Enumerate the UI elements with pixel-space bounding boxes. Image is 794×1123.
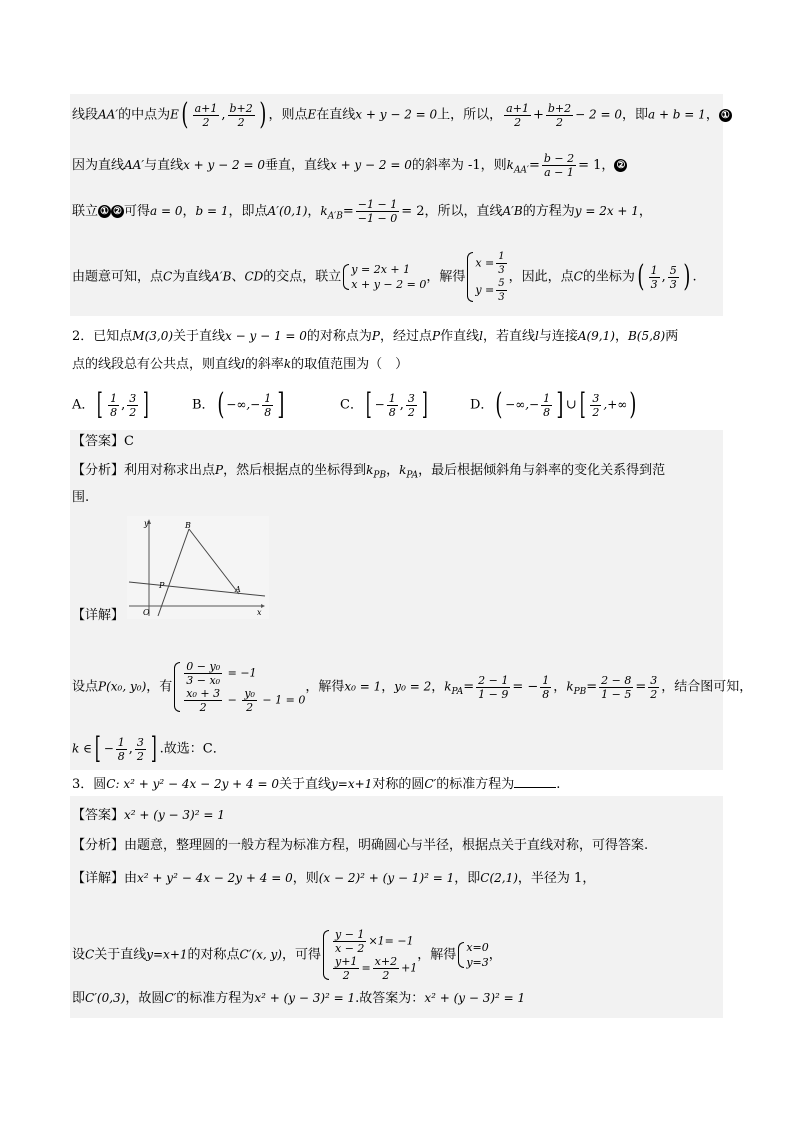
q3-detail-line-1 xyxy=(72,868,595,889)
subscript: PA xyxy=(406,470,419,481)
equation-system-p: $\frac{\text{0 − y₀}}{\text{3 − x₀}}$ = −1 $\frac{\text{x₀ + 3}}{2}$ − $\frac{\text{y₀}}{2}$ − 1 = 0 xyxy=(172,660,305,714)
paragraph-3 xyxy=(72,198,652,227)
question-3 xyxy=(72,774,560,795)
math-standard-form: x² + (y − 3)² = 1 xyxy=(424,991,526,1005)
figure-svg xyxy=(127,516,269,619)
math-center: C(2,1) xyxy=(480,871,518,885)
subscript: A′B xyxy=(327,211,343,222)
math-circle-equation: x² + y² − 4x − 2y + 4 = 0 xyxy=(137,871,293,885)
subscript: AA′ xyxy=(513,165,529,176)
point-a-label: A xyxy=(235,585,241,594)
y-label: y xyxy=(144,519,149,528)
option-c: C．[ − $\frac{1}{8}$ , $\frac{3}{2}$ ] xyxy=(340,387,428,422)
q2-detail-line-1: 设点P(x₀, y₀)，有 $\frac{\text{0 − y₀}}{\text{3 − x₀}}$ = −1 $\frac{\text{x₀ + 3}}{2}$ − $\frac{\text{y₀}}{2}$ − 1 = 0 ，解得x₀ = 1，y₀ = 2，$k_{PA}=$ $\frac{2 - 1}{1 - 9}$ = − $\frac{1}{8}$ ，$k_{PB}=$ $\frac{2 - 8}{1 - 5}$ = $\frac{3}{2}$ ，结合图可知， xyxy=(72,660,753,714)
paren-close: ) xyxy=(259,97,267,132)
x-label: x xyxy=(257,608,262,617)
text: . xyxy=(692,269,697,285)
q2-detail-label xyxy=(72,606,124,626)
subscript: PB xyxy=(373,470,387,481)
text: 联立 xyxy=(72,204,99,219)
answer-value: x² + (y − 3)² = 1 xyxy=(124,808,225,822)
line-pb xyxy=(158,529,189,616)
math-a-zero: a = 0 xyxy=(150,204,183,218)
text: = xyxy=(635,679,647,695)
math-standard-form: (x − 2)² + (y − 1)² = 1 xyxy=(318,871,455,885)
text: 3．圆 xyxy=(72,777,107,792)
math-k: k xyxy=(320,204,328,218)
point-b-label: B xyxy=(185,521,191,530)
detail-label: 【详解】 xyxy=(72,871,125,886)
text: 的斜率 xyxy=(244,357,284,372)
segment-ab xyxy=(189,529,239,594)
solution-system-c: x=0 y=3 xyxy=(456,940,488,970)
circled-two: ② xyxy=(614,159,627,172)
text: 的标准方程为 xyxy=(436,777,515,792)
text: 、 xyxy=(231,269,245,285)
x-axis-arrow xyxy=(261,604,265,608)
text: 设点 xyxy=(72,679,99,695)
paren-open: ( xyxy=(181,97,189,132)
math-line-equation: y=x+1 xyxy=(146,947,188,962)
text: 的对称点 xyxy=(187,947,240,963)
equation-system-c: $\frac{y - 1}{x - 2}$ ×1= −1 $\frac{y+1}{2}$ = $\frac{x+2}{2}$ +1 xyxy=(321,928,417,982)
fraction-slope: $\frac{-1 - 1}{-1 - 0}$ xyxy=(357,198,398,225)
text: 与直线 xyxy=(144,158,184,173)
text: 在直线 xyxy=(316,107,356,123)
math-c-prime: C′ xyxy=(164,991,177,1005)
text: ， xyxy=(381,679,395,695)
math-cd: CD xyxy=(244,269,264,284)
math-line-equation: x + y − 2 = 0 xyxy=(183,158,265,172)
solution-system: x = $\frac{1}{3}$ y = $\frac{5}{3}$ xyxy=(465,250,508,304)
math-k: k xyxy=(366,463,374,477)
math-line-equation: y = 2x + 1 xyxy=(574,204,639,218)
text: = xyxy=(342,204,354,219)
text: ， xyxy=(488,947,502,963)
answer-value: C xyxy=(124,434,134,449)
text: ， xyxy=(614,329,628,344)
math-point-a-prime: A′(0,1) xyxy=(267,204,308,218)
paragraph-4: 由题意可知，点C为直线A′B、CD的交点，联立 y = 2x + 1 x + y − 2 = 0 ，解得 x = $\frac{1}{3}$ y = $\frac{5}{3}$ ，因此，点C的坐标为( $\frac{1}{3}$ , $\frac{5}{3}$ ) . xyxy=(72,251,697,303)
text: 的坐标为 xyxy=(582,269,635,285)
text: 的斜率为 -1，则 xyxy=(411,158,507,173)
text: 由 xyxy=(124,871,138,886)
text: 的方程为 xyxy=(522,204,575,219)
math-p: P xyxy=(215,463,224,477)
paren-close: ) xyxy=(683,259,691,294)
origin-label: O xyxy=(143,608,150,617)
math-e: E xyxy=(307,107,317,122)
text: ，则 xyxy=(292,871,319,886)
math-a-prime-b: A′B xyxy=(211,269,232,284)
math-p: P xyxy=(371,329,380,343)
text: 关于直线 xyxy=(279,777,332,792)
paren-open: ( xyxy=(637,259,645,294)
math-line-equation: x + y − 2 = 0 xyxy=(355,107,438,122)
text: ，经过点 xyxy=(380,329,433,344)
fraction-b-plus-2-over-2: $\frac{b+2}{2}$ xyxy=(229,101,253,129)
text: 可得 xyxy=(124,204,151,219)
option-b: B．( −∞,− $\frac{1}{8}$ ] xyxy=(192,387,285,422)
text: 利用对称求出点 xyxy=(124,463,216,478)
fraction-a-plus-1-over-2: $\frac{a+1}{2}$ xyxy=(194,101,218,129)
text: 2．已知点 xyxy=(72,329,133,344)
text: 关于直线 xyxy=(94,947,147,963)
math-k: k xyxy=(444,679,452,694)
text: 对称的圆 xyxy=(372,777,425,792)
math-point-b: B(5,8) xyxy=(627,329,666,343)
math-k: k xyxy=(506,158,514,172)
text: 的取值范围为（ ） xyxy=(291,357,409,372)
q3-detail-line-2 xyxy=(72,928,502,982)
text: ，若直线 xyxy=(482,329,535,344)
text: ，解得 xyxy=(417,947,457,963)
math-b-one: b = 1 xyxy=(195,204,229,218)
text: ，解得 xyxy=(305,679,345,695)
circled-two: ② xyxy=(111,205,124,218)
text: ，有 xyxy=(146,679,173,695)
text: .故选：C． xyxy=(159,741,226,757)
text: ，结合图可知， xyxy=(661,679,753,695)
text: ，然后根据点的坐标得到 xyxy=(223,463,367,478)
fraction-five-thirds: $\frac{5}{3}$ xyxy=(669,263,677,291)
text: ，因此，点 xyxy=(508,269,574,285)
subscript: PB xyxy=(573,687,587,698)
text: = xyxy=(463,679,475,695)
point-p-label: P xyxy=(159,581,165,590)
paragraph-1: 线段AA′的中点为E( $\frac{a+1}{2}$ , $\frac{b+2}{2}$ ) ，则点E在直线x + y − 2 = 0上，所以， $\frac{a+1}{2}$ + $\frac{b+2}{2}$ − 2 = 0，即a + b = 1， ① xyxy=(72,100,732,130)
text: ， xyxy=(431,679,445,695)
text: 与连接 xyxy=(538,329,578,344)
analysis-label: 【分析】 xyxy=(72,838,125,853)
answer-label: 【答案】 xyxy=(72,808,125,823)
text: .故答案为： xyxy=(355,991,425,1006)
math-e: E xyxy=(170,107,179,122)
text: ，解得 xyxy=(426,269,466,285)
text: ，即 xyxy=(454,871,481,886)
text: 的对称点为 xyxy=(306,329,372,344)
math-p: P xyxy=(432,329,441,343)
math-a-prime-b: A′B xyxy=(502,204,523,218)
text: ， xyxy=(182,204,196,219)
answer-blank xyxy=(514,775,556,788)
math-l: l xyxy=(534,329,539,343)
equation-system: y = 2x + 1 x + y − 2 = 0 xyxy=(341,262,426,292)
text: 为直线 xyxy=(172,269,212,285)
text: ，可得 xyxy=(281,947,321,963)
text: 设 xyxy=(72,947,86,963)
text: 点的线段总有公共点，则直线 xyxy=(72,357,242,372)
text: = − xyxy=(512,679,539,695)
text: = 1， xyxy=(578,158,615,173)
math-c: C xyxy=(163,269,173,284)
text: ，即点 xyxy=(228,204,268,219)
text: = 2，所以，直线 xyxy=(401,204,503,219)
text: ， xyxy=(386,463,400,478)
q3-detail-line-3 xyxy=(72,988,525,1009)
text: ，则点 xyxy=(268,107,308,123)
math-line-equation: x + y − 2 = 0 xyxy=(329,158,412,172)
subscript: PA xyxy=(451,687,464,698)
option-d: D．( −∞,− $\frac{1}{8}$ ] ∪[ $\frac{3}{2}$ ,+∞) xyxy=(470,387,637,422)
question-2-line-1 xyxy=(72,326,678,347)
text: ， xyxy=(705,107,719,123)
q3-analysis xyxy=(72,836,648,856)
text: 由题意可知，点 xyxy=(72,269,164,285)
math-l: l xyxy=(241,357,245,371)
q2-analysis-line-2 xyxy=(72,488,89,508)
circled-one: ① xyxy=(719,109,732,122)
text: 垂直，直线 xyxy=(264,158,330,173)
math-k: k xyxy=(399,463,407,477)
text: 围. xyxy=(72,490,90,505)
analysis-label: 【分析】 xyxy=(72,463,125,478)
math-line-equation: x − y − 1 = 0 xyxy=(225,329,307,343)
text: ，故圆 xyxy=(125,991,165,1006)
fraction-a-plus-1-over-2: $\frac{a+1}{2}$ xyxy=(506,101,529,129)
math-minus-2: − 2 = 0 xyxy=(575,107,622,122)
math-k: k xyxy=(283,357,292,371)
text: ， xyxy=(307,204,321,219)
answer-label: 【答案】 xyxy=(72,434,125,449)
fraction-b-minus-2-over-a-minus-1: $\frac{b - 2}{a - 1}$ xyxy=(543,152,575,179)
math-aa: AA′ xyxy=(98,107,119,122)
math-x0: x₀ = 1 xyxy=(344,679,382,694)
math-k: k xyxy=(566,679,574,694)
q2-answer xyxy=(72,432,134,452)
question-2-line-2 xyxy=(72,354,408,375)
text: ， xyxy=(638,204,652,219)
text: ，最后根据倾斜角与斜率的变化关系得到范 xyxy=(418,463,666,478)
text: ，即 xyxy=(621,107,648,123)
math-aa: AA′ xyxy=(124,158,145,172)
math-c: C xyxy=(573,269,583,284)
text: 两 xyxy=(665,329,679,344)
math-standard-form: x² + (y − 3)² = 1 xyxy=(254,991,356,1005)
text: 的中点为 xyxy=(118,107,171,123)
text: 关于直线 xyxy=(173,329,226,344)
text: ，半径为 1， xyxy=(517,871,596,886)
option-a: A．[ $\frac{1}{8}$ , $\frac{3}{2}$ ] xyxy=(72,387,150,422)
text: 因为直线 xyxy=(72,158,125,173)
text: 作直线 xyxy=(440,329,480,344)
q2-analysis-line-1 xyxy=(72,460,665,486)
q3-answer xyxy=(72,805,225,826)
detail-label: 【详解】 xyxy=(72,608,125,623)
text: 线段 xyxy=(72,107,99,123)
text: 即 xyxy=(72,991,86,1006)
text: = xyxy=(586,679,598,695)
math-c-prime: C′(x, y) xyxy=(239,947,282,962)
math-c: C xyxy=(85,947,95,962)
circled-one: ① xyxy=(98,205,111,218)
text: 的标准方程为 xyxy=(176,991,255,1006)
math-y0: y₀ = 2 xyxy=(394,679,432,694)
q2-detail-line-2: k ∈[ − $\frac{1}{8}$ , $\frac{3}{2}$ ] .故选：C． xyxy=(72,731,226,766)
text: 的交点，联立 xyxy=(263,269,342,285)
fraction-one-third: $\frac{1}{3}$ xyxy=(650,263,658,291)
text: ， xyxy=(553,679,567,695)
geometry-figure xyxy=(127,516,269,619)
math-line-equation: y=x+1 xyxy=(331,777,373,791)
math-l: l xyxy=(479,329,483,343)
fraction-b-plus-2-over-2: $\frac{b+2}{2}$ xyxy=(547,101,572,129)
shaded-band-3 xyxy=(70,796,723,1018)
text: . xyxy=(556,777,561,792)
math-c-prime: C′(0,3) xyxy=(85,991,126,1005)
math-point-p: P(x₀, y₀) xyxy=(98,679,147,694)
math-k-in: k ∈ xyxy=(72,741,92,756)
text: 由题意，整理圆的一般方程为标准方程，明确圆心与半径，根据点关于直线对称，可得答案. xyxy=(124,838,649,853)
text: 上，所以， xyxy=(437,107,503,123)
math-circle-equation: C: x² + y² − 4x − 2y + 4 = 0 xyxy=(106,777,279,791)
math-c-prime: C′ xyxy=(424,777,437,791)
paragraph-2 xyxy=(72,152,627,181)
text: = xyxy=(528,158,540,173)
math-a-plus-b: a + b = 1 xyxy=(647,107,706,122)
math-point-a: A(9,1) xyxy=(577,329,615,343)
math-point-m: M(3,0) xyxy=(132,329,174,343)
